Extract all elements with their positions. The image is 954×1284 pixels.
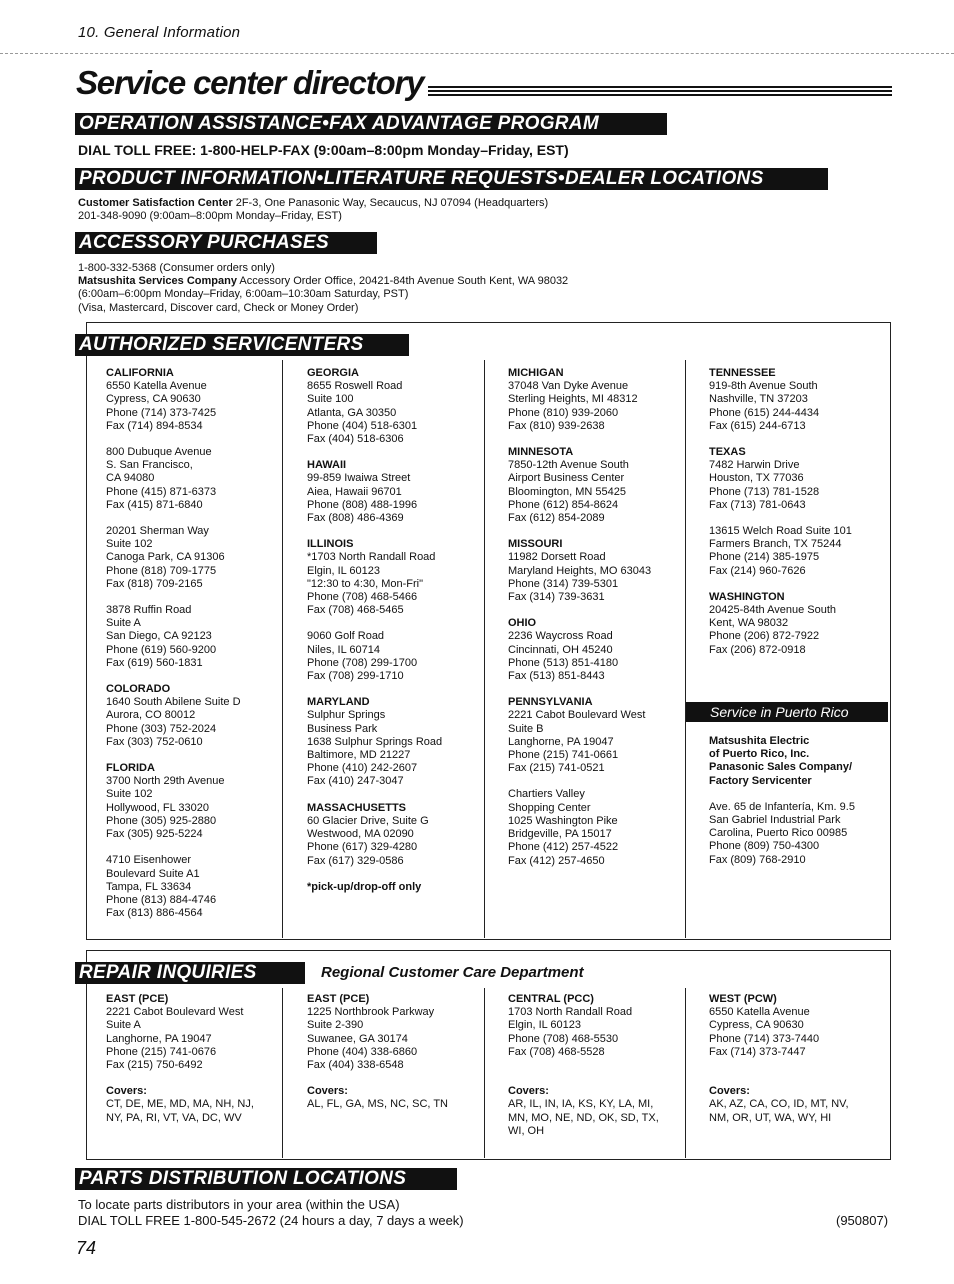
region-address: 1225 Northbrook Parkway Suite 2-390 Suwanee, GA 30174 Phone (404) 338-6860 Fax (404) 338-6548 <box>307 1006 435 1072</box>
csc-phone: 201-348-9090 (9:00am–8:00pm Monday–Friday, EST) <box>78 210 342 223</box>
column-divider <box>282 360 283 938</box>
column-divider <box>685 360 686 938</box>
region-address: 6550 Katella Avenue Cypress, CA 90630 Phone (714) 373-7440 Fax (714) 373-7447 <box>709 1006 820 1058</box>
customer-satisfaction-block <box>78 197 778 223</box>
covers-label: Covers: <box>307 1085 348 1098</box>
state-washington: WASHINGTON <box>709 590 785 603</box>
address-block: 13615 Welch Road Suite 101 Farmers Branch, TX 75244 Phone (214) 385-1975 Fax (214) 960-7626 <box>709 525 852 577</box>
fax-dial-line: DIAL TOLL FREE: 1-800-HELP-FAX (9:00am–8:00pm Monday–Friday, EST) <box>78 142 569 158</box>
covers-states: AK, AZ, CA, CO, ID, MT, NV, NM, OR, UT, WA, WY, HI <box>709 1098 849 1124</box>
state-ohio: OHIO <box>508 617 537 630</box>
address-block: 3700 North 29th Avenue Suite 102 Hollywood, FL 33020 Phone (305) 925-2880 Fax (305) 925-5224 <box>106 775 225 841</box>
authorized-servicenters-banner: AUTHORIZED SERVICENTERS <box>75 334 409 356</box>
address-block: 20425-84th Avenue South Kent, WA 98032 Phone (206) 872-7922 Fax (206) 872-0918 <box>709 604 837 656</box>
accessory-purchases-banner: ACCESSORY PURCHASES <box>75 232 377 254</box>
address-block: 800 Dubuque Avenue S. San Francisco, CA 94080 Phone (415) 871-6373 Fax (415) 871-6840 <box>106 446 217 511</box>
region-title: EAST (PCE) <box>106 993 169 1005</box>
puerto-rico-block <box>709 735 885 867</box>
region-address: 2221 Cabot Boulevard West Suite A Langhorne, PA 19047 Phone (215) 741-0676 Fax (215) 750-6492 <box>106 1006 244 1072</box>
address-block: 9060 Golf Road Niles, IL 60714 Phone (708) 299-1700 Fax (708) 299-1710 <box>307 630 418 683</box>
csc-address: 2F-3, One Panasonic Way, Secaucus, NJ 07094 (Headquarters) <box>232 197 549 209</box>
servicenters-column-1 <box>106 367 278 920</box>
address-block: 99-859 Iwaiwa Street Aiea, Hawaii 96701 Phone (808) 488-1996 Fax (808) 486-4369 <box>307 472 418 525</box>
state-massachusetts: MASSACHUSETTS <box>307 801 407 814</box>
repair-column-central-pcc <box>508 993 682 1138</box>
parts-distribution-banner: PARTS DISTRIBUTION LOCATIONS <box>75 1168 457 1190</box>
address-block: 1640 South Abilene Suite D Aurora, CO 80012 Phone (303) 752-2024 Fax (303) 752-0610 <box>106 696 241 748</box>
state-tennessee: TENNESSEE <box>709 367 776 379</box>
repair-inquiries-banner: REPAIR INQUIRIES <box>75 962 305 984</box>
state-hawaii: HAWAII <box>307 459 347 472</box>
address-block: 4710 Eisenhower Boulevard Suite A1 Tampa, FL 33634 Phone (813) 884-4746 Fax (813) 886-4564 <box>106 854 217 920</box>
covers-states: AR, IL, IN, IA, KS, KY, LA, MI, MN, MO, NE, ND, OK, SD, TX, WI, OH <box>508 1098 659 1137</box>
address-block: 11982 Dorsett Road Maryland Heights, MO 63043 Phone (314) 739-5301 Fax (314) 739-3631 <box>508 551 652 604</box>
address-block: 2221 Cabot Boulevard West Suite B Langhorne, PA 19047 Phone (215) 741-0661 Fax (215) 741-0521 <box>508 709 646 775</box>
csc-name: Customer Satisfaction Center <box>78 197 233 209</box>
state-maryland: MARYLAND <box>307 696 370 709</box>
state-georgia: GEORGIA <box>307 367 359 379</box>
servicenters-column-3 <box>508 367 680 868</box>
covers-label: Covers: <box>709 1085 750 1098</box>
address-block: 3878 Ruffin Road Suite A San Diego, CA 92123 Phone (619) 560-9200 Fax (619) 560-1831 <box>106 604 217 669</box>
header-divider <box>0 53 954 54</box>
column-divider <box>282 988 283 1158</box>
accessory-hours: (6:00am–6:00pm Monday–Friday, 6:00am–10:30am Saturday, PST) <box>78 288 409 301</box>
puerto-rico-company: Matsushita Electric of Puerto Rico, Inc. Panasonic Sales Company/ Factory Servicenter <box>709 735 853 787</box>
accessory-address: Accessory Order Office, 20421-84th Avenue South Kent, WA 98032 <box>236 275 569 288</box>
repair-column-east-pce <box>106 993 280 1125</box>
puerto-rico-address: Ave. 65 de Infantería, Km. 9.5 San Gabriel Industrial Park Carolina, Puerto Rico 00985 Phone (809) 750-4300 Fax (809) 768-2910 <box>709 800 855 866</box>
state-pennsylvania: PENNSYLVANIA <box>508 696 593 709</box>
page-title: Service center directory <box>76 64 424 101</box>
title-rule <box>428 86 892 97</box>
address-block: 919-8th Avenue South Nashville, TN 37203 Phone (615) 244-4434 Fax (615) 244-6713 <box>709 380 820 432</box>
covers-states: CT, DE, ME, MD, MA, NH, NJ, NY, PA, RI, VT, VA, DC, WV <box>106 1098 254 1124</box>
address-block: Chartiers Valley Shopping Center 1025 Washington Pike Bridgeville, PA 15017 Phone (412) 257-4522 Fax (412) 257-4650 <box>508 788 619 867</box>
covers-label: Covers: <box>106 1085 147 1098</box>
region-title: CENTRAL (PCC) <box>508 993 594 1005</box>
repair-column-west-pcw <box>709 993 885 1125</box>
state-missouri: MISSOURI <box>508 538 563 551</box>
accessory-block <box>78 262 778 315</box>
section-header: 10. General Information <box>78 24 241 41</box>
state-colorado: COLORADO <box>106 683 171 696</box>
accessory-company: Matsushita Services Company <box>78 275 237 288</box>
state-texas: TEXAS <box>709 446 746 459</box>
state-california: CALIFORNIA <box>106 367 174 379</box>
product-info-banner: PRODUCT INFORMATION•LITERATURE REQUESTS•DEALER LOCATIONS <box>75 168 828 190</box>
parts-line-1: To locate parts distributors in your area (within the USA) <box>78 1197 400 1212</box>
address-block: 2236 Waycross Road Cincinnati, OH 45240 Phone (513) 851-4180 Fax (513) 851-8443 <box>508 630 619 683</box>
accessory-phone: 1-800-332-5368 (Consumer orders only) <box>78 262 275 274</box>
state-florida: FLORIDA <box>106 762 155 775</box>
region-title: WEST (PCW) <box>709 993 777 1005</box>
page-number: 74 <box>76 1238 97 1258</box>
operation-assistance-banner: OPERATION ASSISTANCE•FAX ADVANTAGE PROGRAM <box>75 113 667 135</box>
column-divider <box>484 360 485 938</box>
repair-column-east-pce-2 <box>307 993 481 1112</box>
address-block: *1703 North Randall Road Elgin, IL 60123 "12:30 to 4:30, Mon-Fri" Phone (708) 468-5466 Fax (708) 468-5465 <box>307 551 436 617</box>
servicenters-column-4 <box>709 367 885 657</box>
puerto-rico-banner: Service in Puerto Rico <box>686 702 888 722</box>
address-block: 7482 Harwin Drive Houston, TX 77036 Phone (713) 781-1528 Fax (713) 781-0643 <box>709 459 820 511</box>
column-divider <box>685 988 686 1158</box>
region-title: EAST (PCE) <box>307 993 370 1005</box>
accessory-payment: (Visa, Mastercard, Discover card, Check or Money Order) <box>78 301 359 314</box>
address-block: 6550 Katella Avenue Cypress, CA 90630 Phone (714) 373-7425 Fax (714) 894-8534 <box>106 380 217 432</box>
state-minnesota: MINNESOTA <box>508 446 574 459</box>
state-illinois: ILLINOIS <box>307 538 354 551</box>
servicenters-column-2 <box>307 367 479 894</box>
regional-care-department: Regional Customer Care Department <box>321 964 584 981</box>
address-block: 60 Glacier Drive, Suite G Westwood, MA 02090 Phone (617) 329-4280 Fax (617) 329-0586 <box>307 814 429 867</box>
address-block: Sulphur Springs Business Park 1638 Sulphur Springs Road Baltimore, MD 21227 Phone (410) 242-2607 Fax (410) 247-3047 <box>307 709 443 788</box>
covers-label: Covers: <box>508 1085 549 1098</box>
document-code: (950807) <box>836 1213 889 1228</box>
covers-states: AL, FL, GA, MS, NC, SC, TN <box>307 1098 448 1111</box>
address-block: 20201 Sherman Way Suite 102 Canoga Park, CA 91306 Phone (818) 709-1775 Fax (818) 709-2165 <box>106 525 225 590</box>
column-divider <box>484 988 485 1158</box>
region-address: 1703 North Randall Road Elgin, IL 60123 Phone (708) 468-5530 Fax (708) 468-5528 <box>508 1006 633 1058</box>
parts-info <box>78 1197 464 1229</box>
pickup-dropoff-note: *pick-up/drop-off only <box>307 880 422 893</box>
parts-dial-line: DIAL TOLL FREE 1-800-545-2672 (24 hours a day, 7 days a week) <box>78 1213 464 1228</box>
address-block: 37048 Van Dyke Avenue Sterling Heights, MI 48312 Phone (810) 939-2060 Fax (810) 939-2638 <box>508 380 638 432</box>
state-michigan: MICHIGAN <box>508 367 564 379</box>
address-block: 7850-12th Avenue South Airport Business Center Bloomington, MN 55425 Phone (612) 854-8624 Fax (612) 854-2089 <box>508 459 629 525</box>
address-block: 8655 Roswell Road Suite 100 Atlanta, GA 30350 Phone (404) 518-6301 Fax (404) 518-6306 <box>307 380 418 446</box>
